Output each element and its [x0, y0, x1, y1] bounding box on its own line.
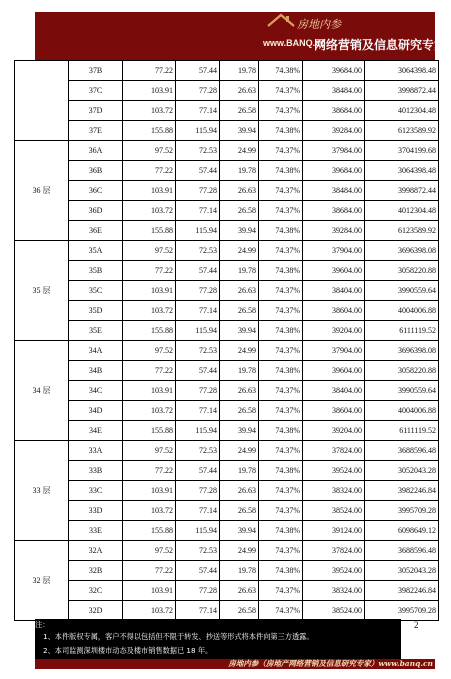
- value-cell: 39.94: [220, 521, 259, 541]
- value-cell: 38324.00: [303, 481, 365, 501]
- value-cell: 26.63: [220, 181, 259, 201]
- notes-label: 注：: [35, 620, 50, 629]
- table-row: [15, 341, 439, 361]
- value-cell: 37904.00: [303, 341, 365, 361]
- floor-label: 36 层: [15, 141, 69, 241]
- value-cell: 38684.00: [303, 101, 365, 121]
- value-cell: 77.14: [176, 501, 220, 521]
- value-cell: 26.58: [220, 501, 259, 521]
- value-cell: 103.91: [123, 381, 176, 401]
- value-cell: 74.38%: [259, 521, 303, 541]
- value-cell: 77.14: [176, 101, 220, 121]
- table-row: [15, 161, 439, 181]
- value-cell: 74.37%: [259, 401, 303, 421]
- value-cell: 3688596.48: [365, 441, 439, 461]
- value-cell: 26.58: [220, 301, 259, 321]
- value-cell: 74.37%: [259, 301, 303, 321]
- house-logo-icon: [266, 12, 296, 38]
- value-cell: 26.58: [220, 401, 259, 421]
- value-cell: 74.37%: [259, 381, 303, 401]
- value-cell: 103.72: [123, 501, 176, 521]
- value-cell: 74.37%: [259, 581, 303, 601]
- value-cell: 24.99: [220, 241, 259, 261]
- table-row: [15, 101, 439, 121]
- value-cell: 24.99: [220, 141, 259, 161]
- table-row: [15, 561, 439, 581]
- table-row: [15, 421, 439, 441]
- value-cell: 38484.00: [303, 181, 365, 201]
- value-cell: 19.78: [220, 61, 259, 81]
- unit-cell: 36E: [69, 221, 123, 241]
- value-cell: 115.94: [176, 121, 220, 141]
- value-cell: 4012304.48: [365, 101, 439, 121]
- value-cell: 77.22: [123, 461, 176, 481]
- value-cell: 3696398.08: [365, 341, 439, 361]
- note-item: 1、本件版权专属，客户不得以包括但不限于转发、抄送等形式将本件向第三方透露。: [43, 632, 314, 641]
- value-cell: 74.38%: [259, 421, 303, 441]
- value-cell: 3052043.28: [365, 461, 439, 481]
- table-row: [15, 81, 439, 101]
- value-cell: 57.44: [176, 361, 220, 381]
- value-cell: 39604.00: [303, 261, 365, 281]
- value-cell: 37824.00: [303, 441, 365, 461]
- table-row: [15, 501, 439, 521]
- value-cell: 39284.00: [303, 121, 365, 141]
- unit-cell: 37B: [69, 61, 123, 81]
- value-cell: 39.94: [220, 321, 259, 341]
- value-cell: 39.94: [220, 421, 259, 441]
- page-number: 2: [414, 620, 419, 630]
- unit-cell: 36A: [69, 141, 123, 161]
- value-cell: 26.63: [220, 81, 259, 101]
- value-cell: 26.63: [220, 481, 259, 501]
- unit-cell: 35B: [69, 261, 123, 281]
- value-cell: 155.88: [123, 521, 176, 541]
- value-cell: 77.28: [176, 381, 220, 401]
- value-cell: 39.94: [220, 221, 259, 241]
- table-row: [15, 601, 439, 621]
- value-cell: 24.99: [220, 341, 259, 361]
- unit-cell: 36C: [69, 181, 123, 201]
- value-cell: 72.53: [176, 441, 220, 461]
- value-cell: 74.37%: [259, 201, 303, 221]
- value-cell: 77.28: [176, 581, 220, 601]
- unit-cell: 34A: [69, 341, 123, 361]
- value-cell: 39204.00: [303, 321, 365, 341]
- unit-cell: 33C: [69, 481, 123, 501]
- notes-box: [35, 619, 401, 659]
- value-cell: 38324.00: [303, 581, 365, 601]
- value-cell: 26.63: [220, 281, 259, 301]
- value-cell: 77.28: [176, 81, 220, 101]
- value-cell: 115.94: [176, 321, 220, 341]
- value-cell: 19.78: [220, 561, 259, 581]
- value-cell: 3982246.84: [365, 481, 439, 501]
- table-row: [15, 541, 439, 561]
- value-cell: 74.37%: [259, 481, 303, 501]
- value-cell: 3982246.84: [365, 581, 439, 601]
- value-cell: 74.38%: [259, 161, 303, 181]
- value-cell: 74.38%: [259, 221, 303, 241]
- value-cell: 24.99: [220, 541, 259, 561]
- value-cell: 38684.00: [303, 201, 365, 221]
- value-cell: 97.52: [123, 441, 176, 461]
- value-cell: 3064398.48: [365, 161, 439, 181]
- unit-cell: 34C: [69, 381, 123, 401]
- value-cell: 19.78: [220, 161, 259, 181]
- unit-cell: 32A: [69, 541, 123, 561]
- value-cell: 3995709.28: [365, 601, 439, 621]
- table-row: [15, 461, 439, 481]
- value-cell: 74.37%: [259, 341, 303, 361]
- table-row: [15, 61, 439, 81]
- value-cell: 74.37%: [259, 601, 303, 621]
- unit-cell: 34D: [69, 401, 123, 421]
- unit-cell: 32B: [69, 561, 123, 581]
- table-row: [15, 221, 439, 241]
- value-cell: 57.44: [176, 261, 220, 281]
- value-cell: 155.88: [123, 221, 176, 241]
- value-cell: 115.94: [176, 421, 220, 441]
- table-row: [15, 481, 439, 501]
- table-row: [15, 281, 439, 301]
- value-cell: 6111119.52: [365, 321, 439, 341]
- value-cell: 3052043.28: [365, 561, 439, 581]
- value-cell: 6123589.92: [365, 121, 439, 141]
- value-cell: 4004006.88: [365, 301, 439, 321]
- table-row: [15, 201, 439, 221]
- unit-cell: 36D: [69, 201, 123, 221]
- value-cell: 103.91: [123, 481, 176, 501]
- table-row: [15, 381, 439, 401]
- value-cell: 77.22: [123, 261, 176, 281]
- value-cell: 74.38%: [259, 321, 303, 341]
- value-cell: 74.38%: [259, 461, 303, 481]
- value-cell: 103.72: [123, 301, 176, 321]
- value-cell: 77.14: [176, 401, 220, 421]
- value-cell: 103.72: [123, 101, 176, 121]
- value-cell: 72.53: [176, 541, 220, 561]
- value-cell: 38404.00: [303, 381, 365, 401]
- value-cell: 19.78: [220, 361, 259, 381]
- value-cell: 3064398.48: [365, 61, 439, 81]
- value-cell: 103.91: [123, 181, 176, 201]
- header-banner: [35, 12, 447, 60]
- value-cell: 72.53: [176, 241, 220, 261]
- table-row: [15, 581, 439, 601]
- value-cell: 38604.00: [303, 301, 365, 321]
- value-cell: 74.37%: [259, 81, 303, 101]
- value-cell: 38524.00: [303, 601, 365, 621]
- value-cell: 74.37%: [259, 101, 303, 121]
- value-cell: 3998872.44: [365, 81, 439, 101]
- logo-brand: 房地内参: [297, 19, 341, 31]
- unit-cell: 34E: [69, 421, 123, 441]
- table-row: [15, 181, 439, 201]
- value-cell: 74.37%: [259, 181, 303, 201]
- table-row: [15, 121, 439, 141]
- value-cell: 103.72: [123, 401, 176, 421]
- value-cell: 39604.00: [303, 361, 365, 381]
- value-cell: 26.63: [220, 581, 259, 601]
- value-cell: 3696398.08: [365, 241, 439, 261]
- value-cell: 103.72: [123, 601, 176, 621]
- unit-cell: 33E: [69, 521, 123, 541]
- value-cell: 6123589.92: [365, 221, 439, 241]
- value-cell: 39684.00: [303, 161, 365, 181]
- value-cell: 3998872.44: [365, 181, 439, 201]
- value-cell: 74.37%: [259, 541, 303, 561]
- value-cell: 39204.00: [303, 421, 365, 441]
- value-cell: 103.91: [123, 281, 176, 301]
- value-cell: 3688596.48: [365, 541, 439, 561]
- unit-cell: 36B: [69, 161, 123, 181]
- value-cell: 97.52: [123, 241, 176, 261]
- value-cell: 38524.00: [303, 501, 365, 521]
- value-cell: 72.53: [176, 141, 220, 161]
- unit-price-table: [14, 60, 439, 621]
- value-cell: 74.37%: [259, 501, 303, 521]
- value-cell: 3058220.88: [365, 261, 439, 281]
- value-cell: 77.28: [176, 181, 220, 201]
- value-cell: 74.37%: [259, 141, 303, 161]
- value-cell: 103.91: [123, 81, 176, 101]
- table-row: [15, 261, 439, 281]
- value-cell: 74.38%: [259, 361, 303, 381]
- value-cell: 57.44: [176, 161, 220, 181]
- floor-label: 32 层: [15, 541, 69, 621]
- unit-cell: 35D: [69, 301, 123, 321]
- value-cell: 97.52: [123, 341, 176, 361]
- value-cell: 103.91: [123, 581, 176, 601]
- value-cell: 39684.00: [303, 61, 365, 81]
- unit-cell: 32C: [69, 581, 123, 601]
- value-cell: 97.52: [123, 541, 176, 561]
- table-row: [15, 521, 439, 541]
- unit-cell: 33D: [69, 501, 123, 521]
- value-cell: 77.14: [176, 201, 220, 221]
- unit-cell: 33A: [69, 441, 123, 461]
- value-cell: 37984.00: [303, 141, 365, 161]
- value-cell: 57.44: [176, 461, 220, 481]
- value-cell: 39284.00: [303, 221, 365, 241]
- value-cell: 24.99: [220, 441, 259, 461]
- value-cell: 74.37%: [259, 441, 303, 461]
- floor-label: 34 层: [15, 341, 69, 441]
- value-cell: 3990559.64: [365, 281, 439, 301]
- value-cell: 6098649.12: [365, 521, 439, 541]
- footer-bar: 房地内参（房地产网络营销及信息研究专家）www.banq.cn: [35, 659, 435, 669]
- value-cell: 74.38%: [259, 121, 303, 141]
- value-cell: 115.94: [176, 521, 220, 541]
- value-cell: 77.28: [176, 481, 220, 501]
- table-row: [15, 241, 439, 261]
- value-cell: 37824.00: [303, 541, 365, 561]
- value-cell: 37904.00: [303, 241, 365, 261]
- floor-label: 33 层: [15, 441, 69, 541]
- value-cell: 39124.00: [303, 521, 365, 541]
- value-cell: 77.22: [123, 361, 176, 381]
- unit-cell: 37D: [69, 101, 123, 121]
- value-cell: 3990559.64: [365, 381, 439, 401]
- value-cell: 19.78: [220, 461, 259, 481]
- value-cell: 77.22: [123, 61, 176, 81]
- value-cell: 57.44: [176, 561, 220, 581]
- value-cell: 77.14: [176, 301, 220, 321]
- value-cell: 4012304.48: [365, 201, 439, 221]
- value-cell: 3058220.88: [365, 361, 439, 381]
- table-row: [15, 321, 439, 341]
- unit-cell: 34B: [69, 361, 123, 381]
- value-cell: 4004006.88: [365, 401, 439, 421]
- unit-cell: 35A: [69, 241, 123, 261]
- value-cell: 72.53: [176, 341, 220, 361]
- floor-label: [15, 61, 69, 141]
- value-cell: 26.58: [220, 201, 259, 221]
- value-cell: 39524.00: [303, 461, 365, 481]
- value-cell: 77.14: [176, 601, 220, 621]
- value-cell: 77.22: [123, 561, 176, 581]
- table-row: [15, 361, 439, 381]
- value-cell: 155.88: [123, 321, 176, 341]
- value-cell: 74.38%: [259, 561, 303, 581]
- value-cell: 26.63: [220, 381, 259, 401]
- unit-cell: 35C: [69, 281, 123, 301]
- value-cell: 26.58: [220, 101, 259, 121]
- value-cell: 74.38%: [259, 261, 303, 281]
- value-cell: 74.37%: [259, 281, 303, 301]
- value-cell: 115.94: [176, 221, 220, 241]
- value-cell: 77.28: [176, 281, 220, 301]
- value-cell: 26.58: [220, 601, 259, 621]
- unit-cell: 32D: [69, 601, 123, 621]
- value-cell: 74.38%: [259, 61, 303, 81]
- table-row: [15, 141, 439, 161]
- value-cell: 57.44: [176, 61, 220, 81]
- note-item: 2、本司监测深圳楼市动态及楼市销售数据已 18 年。: [43, 646, 213, 655]
- value-cell: 38484.00: [303, 81, 365, 101]
- value-cell: 6111119.52: [365, 421, 439, 441]
- floor-label: 35 层: [15, 241, 69, 341]
- value-cell: 74.37%: [259, 241, 303, 261]
- value-cell: 77.22: [123, 161, 176, 181]
- value-cell: 155.88: [123, 421, 176, 441]
- value-cell: 97.52: [123, 141, 176, 161]
- header-slogan: 网络营销及信息研究专家: [314, 38, 447, 52]
- value-cell: 39.94: [220, 121, 259, 141]
- unit-cell: 35E: [69, 321, 123, 341]
- table-row: [15, 401, 439, 421]
- value-cell: 3995709.28: [365, 501, 439, 521]
- unit-cell: 37E: [69, 121, 123, 141]
- unit-cell: 33B: [69, 461, 123, 481]
- value-cell: 39524.00: [303, 561, 365, 581]
- table-row: [15, 441, 439, 461]
- table-row: [15, 301, 439, 321]
- value-cell: 3704199.68: [365, 141, 439, 161]
- unit-cell: 37C: [69, 81, 123, 101]
- value-cell: 38604.00: [303, 401, 365, 421]
- value-cell: 103.72: [123, 201, 176, 221]
- value-cell: 155.88: [123, 121, 176, 141]
- logo-url: www.BANQ.co: [263, 38, 326, 48]
- value-cell: 19.78: [220, 261, 259, 281]
- value-cell: 38404.00: [303, 281, 365, 301]
